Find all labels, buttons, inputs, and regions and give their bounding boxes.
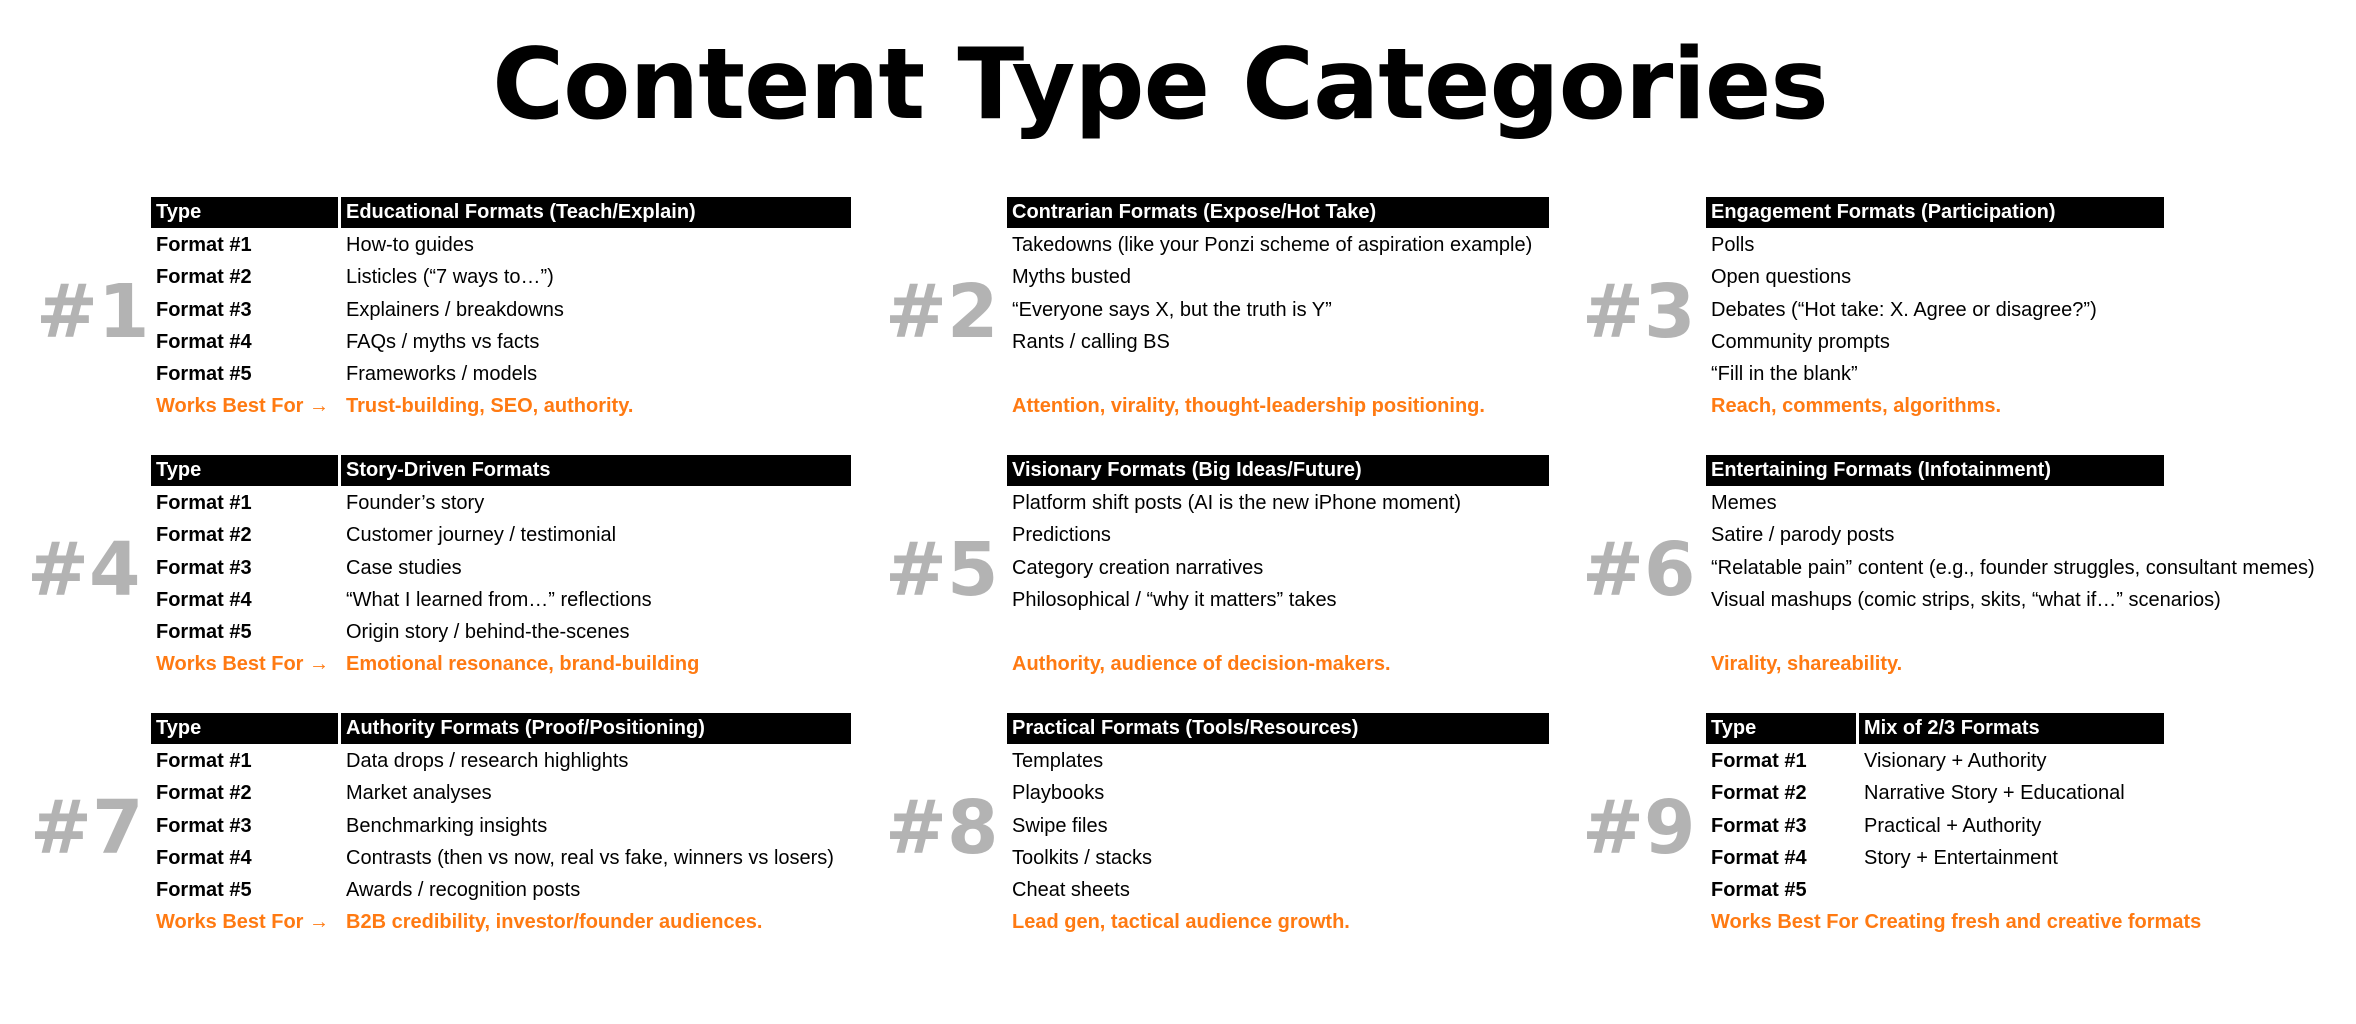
table-row — [1706, 810, 2164, 842]
table-row — [151, 874, 851, 906]
works-best-for-value: Trust-building, SEO, authority. — [346, 395, 634, 418]
category-9-table — [1706, 713, 2202, 939]
list-item: Debates (“Hot take: X. Agree or disagree?”) — [1711, 298, 2097, 321]
format-value: Case studies — [346, 556, 462, 579]
table-row — [151, 326, 851, 358]
category-header: Engagement Formats (Participation) — [1706, 197, 2164, 228]
category-header: Story-Driven Formats — [341, 455, 851, 486]
table-row — [151, 745, 851, 777]
page-title: Content Type Categories — [492, 28, 1828, 142]
works-best-for-row — [151, 906, 851, 938]
format-value — [1859, 874, 1864, 906]
table-header — [151, 197, 851, 228]
list-item: “Relatable pain” content (e.g., founder struggles, consultant memes) — [1711, 556, 2315, 579]
table-row — [151, 261, 851, 293]
category-number-9: #9 — [1582, 785, 1696, 871]
table-row — [151, 358, 851, 390]
format-value: Origin story / behind-the-scenes — [346, 621, 630, 643]
format-label: Format #3 — [156, 814, 252, 837]
category-number-4: #4 — [27, 527, 141, 613]
works-best-for-value: Reach, comments, algorithms. — [1711, 395, 2002, 418]
list-item — [1007, 616, 1549, 648]
list-item: Myths busted — [1012, 266, 1131, 289]
table-row — [151, 487, 851, 519]
format-value: Benchmarking insights — [346, 814, 548, 837]
works-best-for-row — [151, 390, 851, 422]
type-header-label: Type — [1706, 713, 1856, 744]
format-value: Visionary + Authority — [1864, 750, 2047, 772]
list-item: Open questions — [1711, 266, 1852, 289]
format-label: Format #4 — [1711, 846, 1807, 869]
format-value: Data drops / research highlights — [346, 750, 629, 772]
format-value: How-to guides — [346, 234, 474, 256]
works-best-for-row — [151, 648, 851, 680]
table-row — [151, 229, 851, 261]
list-item: Templates — [1012, 750, 1104, 772]
category-number-8: #8 — [885, 785, 999, 871]
format-label: Format #5 — [156, 879, 252, 901]
type-header-label: Type — [151, 713, 338, 744]
format-label: Format #1 — [1711, 750, 1807, 772]
format-label: Format #3 — [156, 556, 252, 579]
format-label: Format #1 — [156, 750, 252, 772]
format-label: Format #4 — [156, 846, 252, 869]
category-8-table — [1007, 713, 1549, 939]
list-item: Satire / parody posts — [1711, 524, 1895, 547]
format-value: Awards / recognition posts — [346, 879, 581, 901]
category-6-table — [1706, 455, 2315, 681]
table-row — [151, 294, 851, 326]
table-row — [151, 810, 851, 842]
category-5-table — [1007, 455, 1549, 681]
category-number-1: #1 — [36, 269, 150, 355]
type-header-label: Type — [151, 197, 338, 228]
table-row — [151, 552, 851, 584]
format-label: Format #4 — [156, 588, 252, 611]
category-number-2: #2 — [885, 269, 999, 355]
format-value: Frameworks / models — [346, 363, 538, 385]
format-label: Format #2 — [156, 266, 252, 289]
format-label: Format #1 — [156, 234, 252, 256]
list-item: Platform shift posts (AI is the new iPhone moment) — [1012, 492, 1462, 514]
table-row — [1706, 874, 2164, 906]
format-label: Format #4 — [156, 330, 252, 353]
table-row — [151, 777, 851, 809]
table-row — [151, 842, 851, 874]
category-header: Mix of 2/3 Formats — [1859, 713, 2164, 744]
category-2-table — [1007, 197, 1549, 423]
format-value: FAQs / myths vs facts — [346, 330, 540, 353]
category-header: Visionary Formats (Big Ideas/Future) — [1007, 455, 1549, 486]
works-best-for-value: Creating fresh and creative formats — [1864, 911, 2202, 934]
category-4-table — [151, 455, 851, 681]
format-value: Practical + Authority — [1864, 814, 2042, 837]
table-row — [151, 616, 851, 648]
type-header-label: Type — [151, 455, 338, 486]
table-header — [151, 713, 851, 744]
list-item: Community prompts — [1711, 330, 1890, 353]
format-label: Format #3 — [1711, 814, 1807, 837]
format-label: Format #1 — [156, 492, 252, 514]
format-label: Format #2 — [156, 782, 252, 805]
list-item — [1007, 358, 1549, 390]
format-label: Format #5 — [1711, 879, 1807, 901]
format-value: Narrative Story + Educational — [1864, 782, 2125, 805]
works-best-for-value: B2B credibility, investor/founder audiences. — [346, 911, 763, 934]
format-label: Format #2 — [1711, 782, 1807, 805]
category-header: Contrarian Formats (Expose/Hot Take) — [1007, 197, 1549, 228]
category-number-7: #7 — [30, 785, 144, 871]
list-item: Memes — [1711, 492, 1777, 514]
format-value: Explainers / breakdowns — [346, 298, 564, 321]
category-header: Authority Formats (Proof/Positioning) — [341, 713, 851, 744]
format-label: Format #5 — [156, 363, 252, 385]
category-7-table — [151, 713, 851, 939]
format-label: Format #5 — [156, 621, 252, 643]
format-value: Listicles (“7 ways to…”) — [346, 266, 554, 289]
table-header — [151, 455, 851, 486]
list-item: Toolkits / stacks — [1012, 846, 1153, 869]
format-value: Customer journey / testimonial — [346, 524, 617, 547]
table-row — [1706, 777, 2164, 809]
table-row — [151, 519, 851, 551]
works-best-for-value: Authority, audience of decision-makers. — [1012, 653, 1391, 676]
list-item — [1706, 616, 2164, 648]
category-header: Practical Formats (Tools/Resources) — [1007, 713, 1549, 744]
table-row — [1706, 842, 2164, 874]
format-label: Format #2 — [156, 524, 252, 547]
works-best-for-value: Virality, shareability. — [1711, 653, 1903, 676]
table-row — [1706, 745, 2164, 777]
works-best-for-label: Works Best For → — [156, 911, 329, 934]
category-number-3: #3 — [1582, 269, 1696, 355]
format-value: Contrasts (then vs now, real vs fake, winners vs losers) — [346, 846, 834, 869]
format-value: Market analyses — [346, 782, 492, 805]
format-value: Founder’s story — [346, 492, 485, 514]
list-item: Cheat sheets — [1012, 879, 1130, 901]
works-best-for-value: Lead gen, tactical audience growth. — [1012, 911, 1350, 934]
category-header: Educational Formats (Teach/Explain) — [341, 197, 851, 228]
list-item: Rants / calling BS — [1012, 330, 1170, 353]
list-item: Swipe files — [1012, 814, 1108, 837]
list-item: “Everyone says X, but the truth is Y” — [1012, 298, 1332, 321]
list-item: Polls — [1711, 234, 1755, 256]
list-item: “Fill in the blank” — [1711, 363, 1858, 385]
list-item: Predictions — [1012, 524, 1111, 547]
category-header: Entertaining Formats (Infotainment) — [1706, 455, 2164, 486]
works-best-for-value: Emotional resonance, brand-building — [346, 653, 700, 676]
list-item: Playbooks — [1012, 782, 1105, 805]
list-item: Category creation narratives — [1012, 556, 1264, 579]
list-item: Philosophical / “why it matters” takes — [1012, 588, 1337, 611]
category-1-table — [151, 197, 851, 423]
works-best-for-row — [1706, 906, 2202, 938]
category-number-6: #6 — [1582, 527, 1696, 613]
list-item: Takedowns (like your Ponzi scheme of aspiration example) — [1012, 234, 1533, 256]
works-best-for-label: Works Best For → — [156, 395, 329, 418]
table-header — [1706, 713, 2164, 744]
list-item: Visual mashups (comic strips, skits, “what if…” scenarios) — [1711, 588, 2221, 611]
format-value: “What I learned from…” reflections — [346, 588, 652, 611]
works-best-for-label: Works Best For — [1711, 911, 1859, 934]
works-best-for-value: Attention, virality, thought-leadership positioning. — [1012, 395, 1485, 418]
category-3-table — [1706, 197, 2164, 423]
category-number-5: #5 — [885, 527, 999, 613]
table-row — [151, 584, 851, 616]
format-label: Format #3 — [156, 298, 252, 321]
works-best-for-label: Works Best For → — [156, 653, 329, 676]
format-value: Story + Entertainment — [1864, 846, 2058, 869]
